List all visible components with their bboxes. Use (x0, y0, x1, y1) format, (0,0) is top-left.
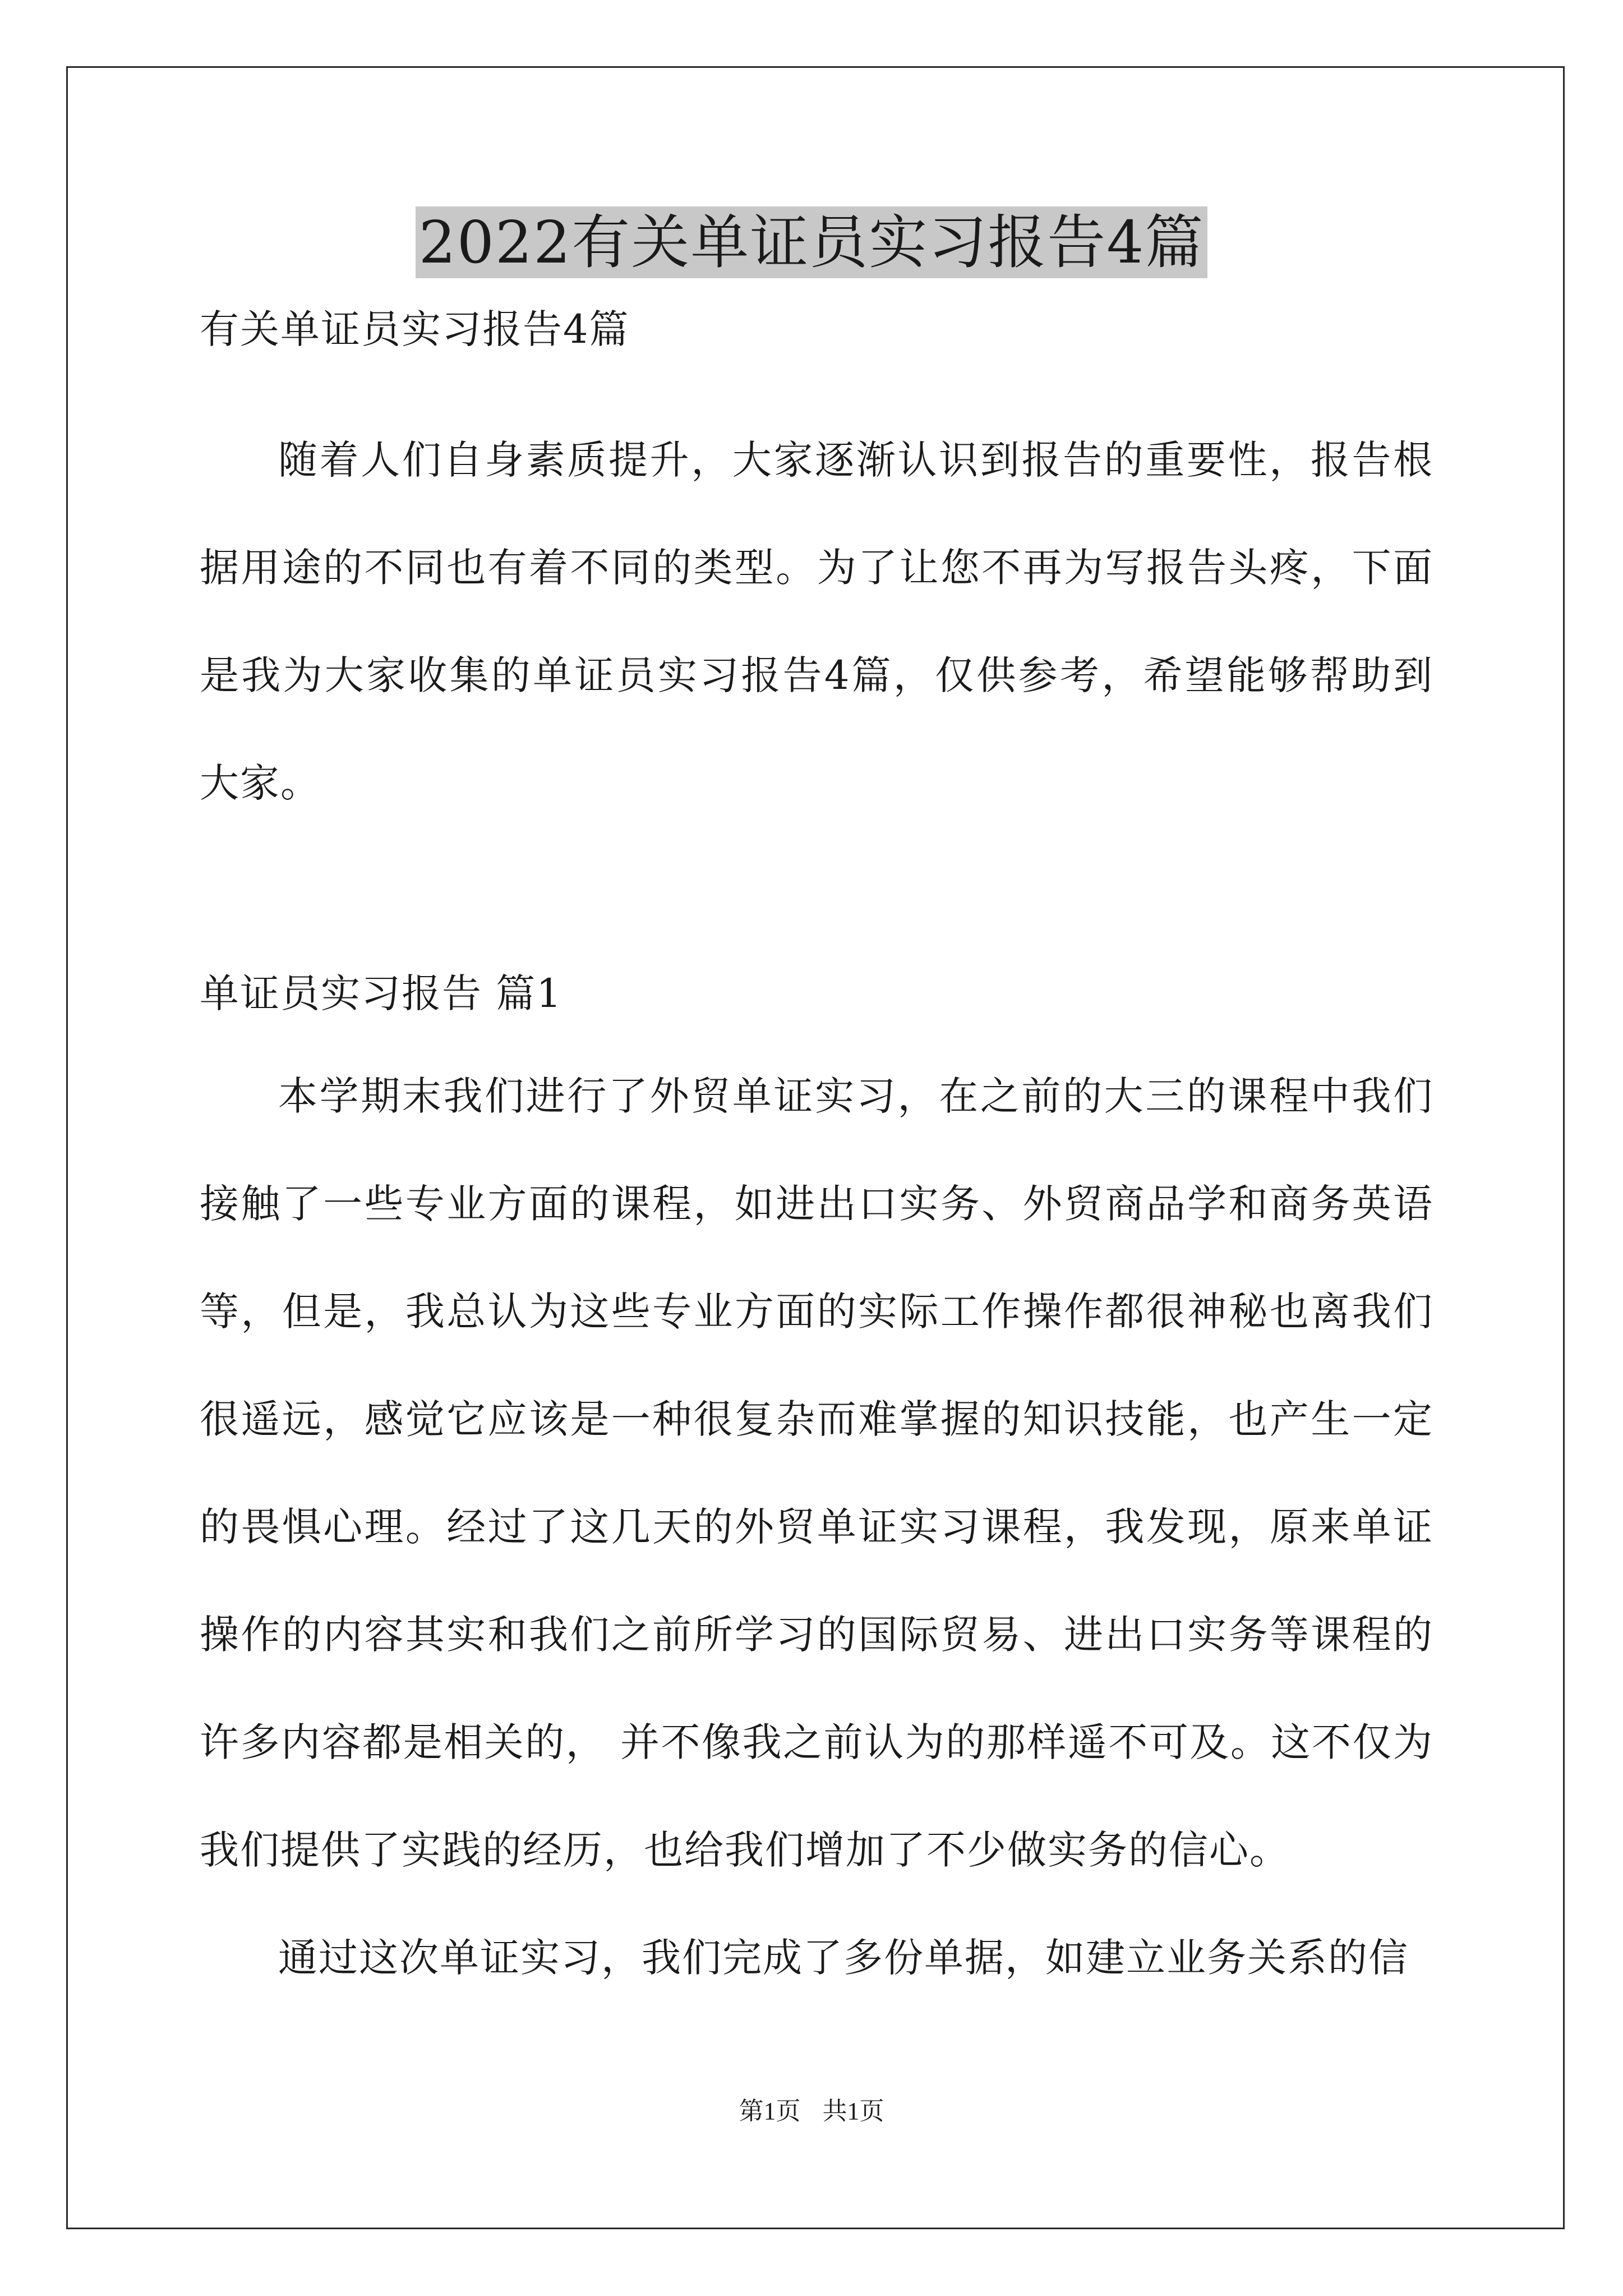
page-total: 共1页 (822, 2097, 884, 2125)
page-number: 第1页 (739, 2097, 801, 2125)
body-paragraph-1: 本学期末我们进行了外贸单证实习，在之前的大三的课程中我们接触了一些专业方面的课程，如进出口实务、外贸商品学和商务英语等，但是，我总认为这些专业方面的实际工作操作都很神秘也离我们很遥远，感觉它应该是一种很复杂而难掌握的知识技能，也产生一定的畏惧心理。经过了这几天的外贸单证实习课程，我发现，原来单证操作的内容其实和我们之前所学习的国际贸易、进出口实务等课程的许多内容都是相关的， 并不像我之前认为的那样遥不可及。这不仅为我们提供了实践的经历，也给我们增加了不少做实务的信心。 (200, 1073, 1433, 1873)
page-footer (0, 2095, 1623, 2128)
document-subtitle: 有关单证员实习报告4篇 (200, 306, 630, 352)
body-paragraph-2: 通过这次单证实习，我们完成了多份单据，如建立业务关系的信 (278, 1935, 1409, 1981)
title-container (0, 206, 1623, 278)
section-heading: 单证员实习报告 篇1 (200, 970, 562, 1016)
document-body (200, 303, 1433, 2012)
intro-paragraph: 随着人们自身素质提升，大家逐渐认识到报告的重要性，报告根据用途的不同也有着不同的类型。为了让您不再为写报告头疼，下面是我为大家收集的单证员实习报告4篇，仅供参考，希望能够帮助到大家。 (200, 437, 1433, 806)
document-title: 2022有关单证员实习报告4篇 (416, 206, 1208, 278)
